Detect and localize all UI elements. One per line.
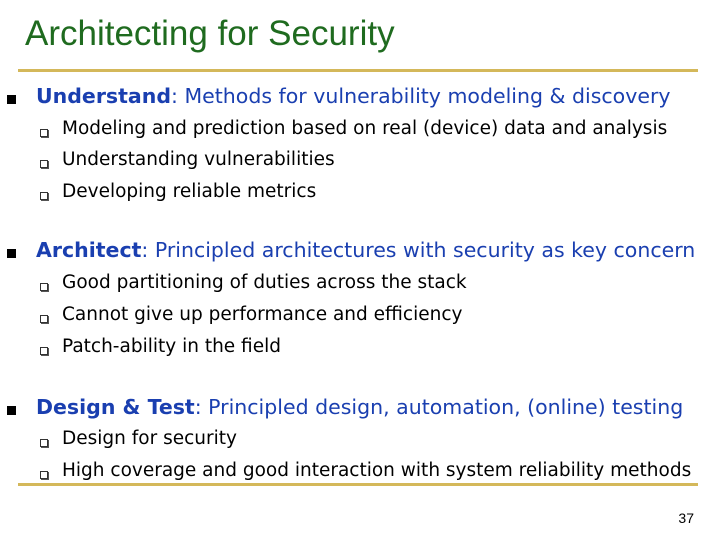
sub-bullet-item (0, 181, 720, 213)
section-keyword: Design & Test (36, 395, 195, 419)
section-keyword: Architect (36, 238, 142, 262)
sub-bullet-item (0, 428, 720, 460)
sub-bullet-text: Developing reliable metrics (62, 181, 317, 202)
section-description: : Methods for vulnerability modeling & discovery (171, 84, 671, 108)
sub-bullet-item (0, 304, 720, 336)
page-number: 37 (678, 510, 694, 526)
sub-bullet-item (0, 336, 720, 368)
sub-bullet-item (0, 149, 720, 181)
section-heading (36, 84, 671, 108)
slide-title: Architecting for Security (25, 14, 395, 53)
sub-bullet-item (0, 460, 720, 492)
sub-bullet-item (0, 118, 720, 150)
sub-bullet-text: Cannot give up performance and efficiency (62, 304, 463, 325)
sub-bullet-text: High coverage and good interaction with system reliability methods (62, 460, 692, 481)
hollow-square-icon (40, 347, 48, 355)
footer-divider (18, 483, 698, 486)
sub-bullet-text: Patch-ability in the field (62, 336, 281, 357)
sub-bullet-text: Design for security (62, 428, 237, 449)
sub-bullet-text: Good partitioning of duties across the stack (62, 272, 467, 293)
section-heading (36, 238, 695, 262)
hollow-square-icon (40, 471, 48, 479)
hollow-square-icon (40, 283, 48, 291)
hollow-square-icon (40, 192, 48, 200)
bullet-square-icon (7, 95, 16, 104)
hollow-square-icon (40, 439, 48, 447)
section-heading (36, 395, 683, 419)
bullet-square-icon (7, 406, 16, 415)
hollow-square-icon (40, 315, 48, 323)
title-divider (18, 69, 698, 72)
section-description: : Principled architectures with security as key concern (141, 238, 696, 262)
hollow-square-icon (40, 129, 48, 137)
sub-bullet-item (0, 272, 720, 304)
hollow-square-icon (40, 160, 48, 168)
sub-bullet-text: Modeling and prediction based on real (device) data and analysis (62, 118, 668, 139)
bullet-square-icon (7, 249, 16, 258)
sub-bullet-text: Understanding vulnerabilities (62, 149, 335, 170)
section-description: : Principled design, automation, (online) testing (194, 395, 684, 419)
section-keyword: Understand (36, 84, 172, 108)
